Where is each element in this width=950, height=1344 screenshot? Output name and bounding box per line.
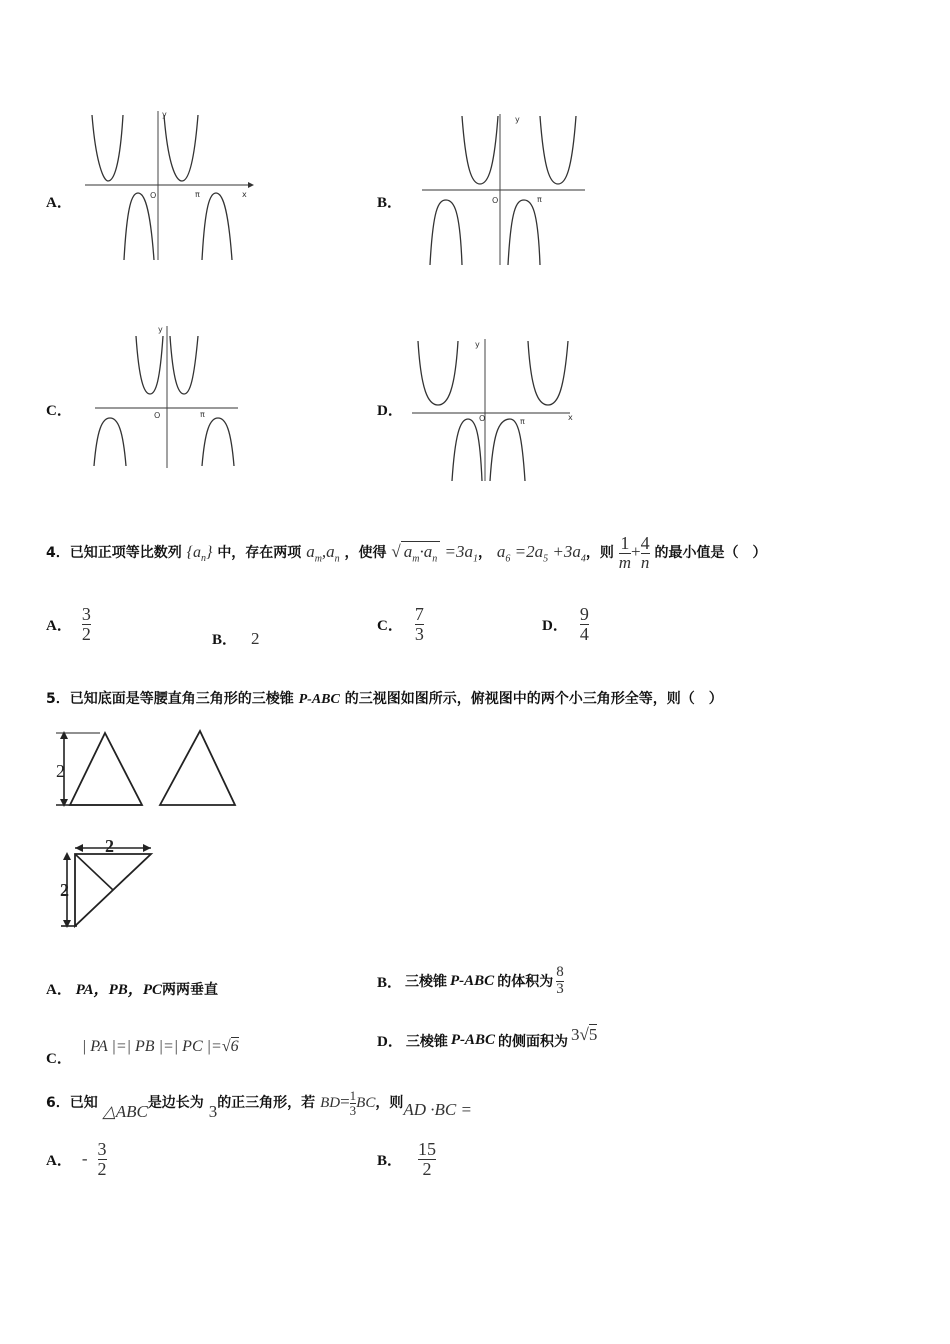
cond2-sub4: 4	[580, 553, 586, 565]
frac-den: 3	[414, 623, 424, 644]
option-d-pyramid: P-ABC	[450, 1032, 496, 1048]
origin-label: O	[154, 411, 161, 420]
pi-label: π	[200, 410, 205, 419]
option-fraction	[98, 1140, 107, 1179]
question-4	[46, 530, 766, 581]
q4-sep: ，	[477, 545, 492, 561]
q6-dot-product: AD ·BC =	[403, 1100, 472, 1119]
option-c-expr: | PA |=| PB |=| PC |=	[81, 1037, 222, 1055]
cond1-sub: 1	[472, 553, 478, 565]
option-fraction	[418, 1140, 436, 1179]
frac-num: 3	[81, 604, 91, 624]
q6-text-d: ，则	[375, 1095, 404, 1111]
q4-text-c: ，使得	[344, 545, 387, 561]
seq-letter: a	[193, 544, 202, 561]
term-sub-m: m	[412, 553, 420, 565]
q3-option-d-label: D．	[377, 403, 403, 419]
frac-num: 4	[640, 533, 650, 554]
q6-option-a[interactable]	[46, 1140, 107, 1179]
x-axis-label: x	[568, 413, 573, 422]
option-label: D．	[542, 617, 568, 634]
q6-text-a: 已知	[69, 1095, 98, 1111]
option-d-math: 3√5	[571, 1024, 598, 1044]
pi-label: π	[520, 417, 525, 426]
q5-text-b: 的三视图如图所示，俯视图中的两个小三角形全等，则（ ）	[344, 691, 723, 707]
frac-den: 4	[579, 623, 589, 644]
term-a: a	[403, 542, 413, 561]
cond2-a: a	[496, 542, 506, 561]
q3-option-b-label: B．	[377, 195, 403, 211]
q4-text-a: 已知正项等比数列	[69, 545, 182, 561]
frac-den: 2	[81, 623, 91, 644]
cond2-sub6: 6	[505, 553, 511, 565]
x-axis-label: x	[242, 190, 247, 199]
option-label: C．	[377, 617, 403, 634]
option-a-text: 两两垂直	[161, 982, 218, 998]
frac-num: 1	[349, 1087, 357, 1103]
option-label: C．	[46, 1051, 72, 1067]
option-c-val: 6	[230, 1037, 239, 1055]
q5-pyramid: P-ABC	[298, 692, 340, 707]
y-axis-label: y	[158, 325, 163, 334]
option-d-text: 三棱锥	[405, 1033, 448, 1050]
option-fraction	[580, 605, 589, 644]
q4-terms: $a_m,a_n$	[306, 542, 340, 565]
origin-label: O	[150, 191, 157, 200]
q4-number: 4．	[46, 545, 70, 561]
q6-side: 3	[208, 1102, 218, 1121]
q4-condition-1: √ $a_m\cdot a_n =3a_1$	[391, 542, 478, 565]
option-b-text: 三棱锥	[405, 974, 448, 991]
q4-option-a[interactable]	[46, 605, 91, 644]
q5-text-a: 已知底面是等腰直角三角形的三棱锥	[69, 691, 294, 707]
question-6	[46, 1082, 472, 1123]
q5-option-a[interactable]	[46, 978, 218, 999]
q3-option-c-label: C．	[46, 403, 72, 419]
frac-den: 2	[422, 1158, 432, 1179]
q4-text-b: 中，存在两项	[217, 545, 302, 561]
term-a: a	[423, 542, 433, 561]
q3-graph-b	[420, 110, 595, 268]
q3-graph-a	[80, 105, 260, 265]
q5-option-d[interactable]	[377, 1024, 598, 1051]
y-axis-label: y	[475, 340, 480, 349]
term-sub-n: n	[432, 553, 438, 565]
y-axis-label: y	[162, 110, 167, 119]
frac-num: 15	[418, 1139, 437, 1159]
seq-sub: n	[201, 553, 207, 565]
q6-number: 6．	[46, 1095, 70, 1111]
q6-bc: BC	[356, 1095, 376, 1111]
origin-label: O	[492, 196, 499, 205]
q5-top-view	[55, 838, 165, 933]
front-view-dim: 2	[56, 761, 65, 781]
q4-frac-2	[641, 534, 650, 572]
q6-bd: BD	[320, 1095, 341, 1111]
q6-triangle: △ABC	[102, 1102, 148, 1121]
frac-num: 8	[556, 964, 564, 980]
option-fraction	[82, 605, 91, 644]
q5-option-b[interactable]	[377, 965, 564, 998]
q4-text-d: ，则	[585, 545, 614, 561]
q4-sequence: $\{a_n\}$	[186, 544, 213, 565]
option-label: A．	[46, 1152, 72, 1169]
y-axis-label: y	[515, 115, 520, 124]
option-label: B．	[212, 632, 238, 648]
q3-graph-d	[410, 335, 580, 483]
option-b-tail: 的体积为	[497, 974, 554, 991]
pi-label: π	[195, 190, 200, 199]
q5-option-c[interactable]	[46, 1025, 239, 1068]
q6-eq: =	[340, 1092, 350, 1111]
cond2-sub5: 5	[543, 553, 549, 565]
q6-text-b: 是边长为	[147, 1095, 204, 1111]
q4-condition-2	[496, 542, 586, 565]
cond2-rhs: =2a	[514, 542, 544, 561]
frac-num: 9	[579, 604, 589, 624]
q5-front-side-views	[50, 725, 250, 815]
q4-frac-1	[619, 534, 631, 572]
frac-den: 3	[349, 1102, 357, 1118]
q4-option-c[interactable]	[377, 605, 424, 644]
option-d-tail: 的侧面积为	[498, 1033, 569, 1050]
frac-num: 1	[620, 533, 630, 554]
option-b-pyramid: P-ABC	[450, 972, 495, 989]
option-sign: -	[81, 1149, 88, 1169]
cond1-rhs: =3a	[444, 542, 473, 561]
q4-plus: +	[630, 542, 641, 561]
frac-den: 3	[556, 980, 564, 997]
question-5	[46, 688, 723, 708]
option-a-math: PA，PB，PC	[75, 982, 162, 998]
option-value: 2	[251, 628, 260, 648]
top-view-dim-v: 2	[60, 880, 69, 900]
frac-num: 7	[414, 604, 424, 624]
origin-label: O	[479, 414, 486, 423]
option-label: B．	[377, 1152, 403, 1169]
option-b-fraction	[556, 965, 564, 998]
term-a: a	[326, 542, 335, 561]
option-fraction	[415, 605, 424, 644]
frac-den: m	[618, 553, 631, 573]
q4-option-d[interactable]	[542, 605, 589, 644]
term-sub-m: m	[314, 553, 322, 565]
q4-option-b[interactable]	[212, 628, 260, 649]
top-view-dim-h: 2	[105, 838, 114, 856]
q6-text-c: 的正三角形，若	[217, 1095, 316, 1111]
q5-number: 5．	[46, 691, 70, 707]
option-c-math: | PA |=| PB |=| PC |=√6	[81, 1037, 239, 1055]
frac-den: 2	[97, 1158, 107, 1179]
option-label: B．	[377, 974, 403, 991]
option-label: D．	[377, 1034, 403, 1050]
q3-option-a-label: A．	[46, 195, 72, 211]
option-label: A．	[46, 982, 72, 998]
pi-label: π	[537, 195, 542, 204]
option-label: A．	[46, 617, 72, 634]
term-a: a	[306, 542, 315, 561]
frac-den: n	[640, 553, 650, 573]
q4-text-e: 的最小值是（ ）	[654, 545, 767, 561]
option-d-val: 5	[588, 1024, 598, 1044]
cond2-plus: +3a	[552, 542, 581, 561]
q6-option-b[interactable]	[377, 1140, 436, 1179]
q3-graph-c	[90, 320, 250, 470]
term-sub-n: n	[334, 553, 340, 565]
option-d-coef: 3	[571, 1024, 580, 1044]
frac-num: 3	[97, 1139, 107, 1159]
